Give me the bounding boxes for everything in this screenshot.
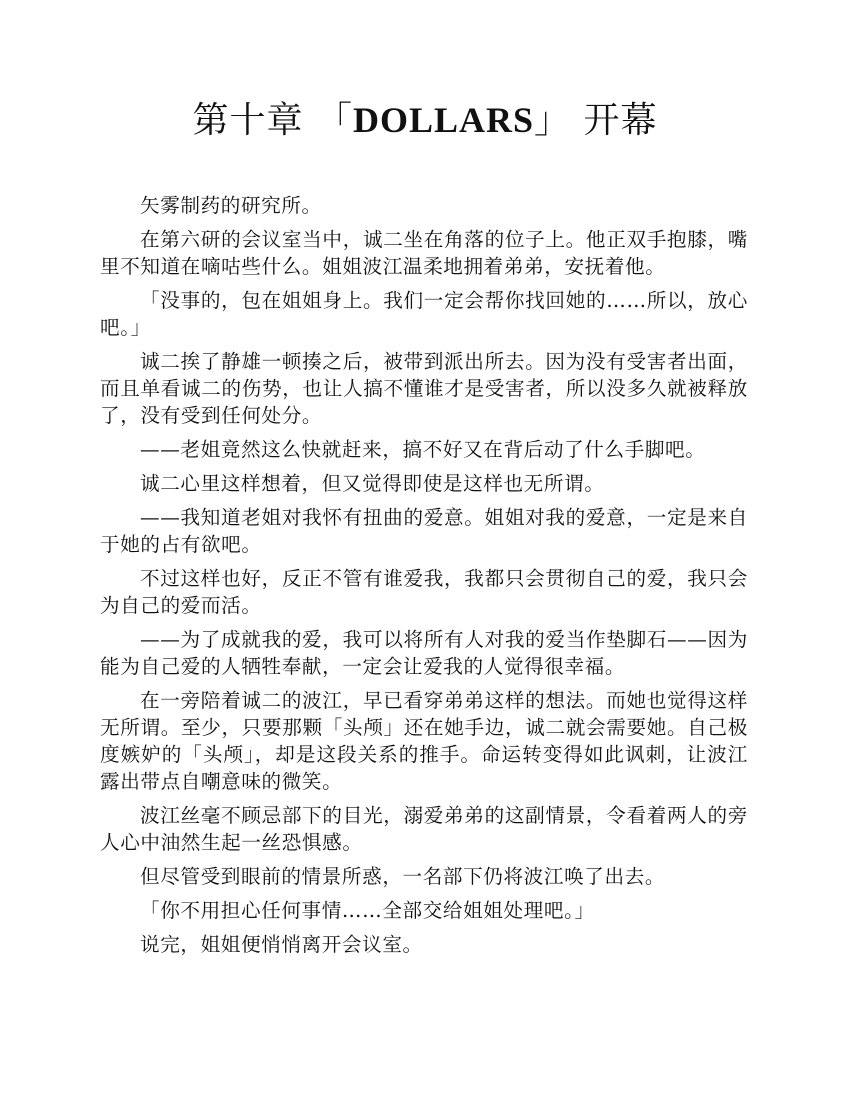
open-bracket: 「 xyxy=(315,100,353,141)
close-bracket: 」 xyxy=(534,100,572,141)
paragraph: 不过这样也好，反正不管有谁爱我，我都只会贯彻自己的爱，我只会为自己的爱而活。 xyxy=(100,567,748,617)
chapter-title xyxy=(0,96,850,145)
paragraph: ——我知道老姐对我怀有扭曲的爱意。姐姐对我的爱意，一定是来自于她的占有欲吧。 xyxy=(100,506,748,556)
chapter-title-suffix: 开幕 xyxy=(583,100,658,141)
paragraph: 诚二挨了静雄一顿揍之后，被带到派出所去。因为没有受害者出面，而且单看诚二的伤势，也让人搞不懂谁才是受害者，所以没多久就被释放了，没有受到任何处分。 xyxy=(100,350,748,427)
paragraph: 在第六研的会议室当中，诚二坐在角落的位子上。他正双手抱膝，嘴里不知道在嘀咕些什么。姐姐波江温柔地拥着弟弟，安抚着他。 xyxy=(100,228,748,278)
paragraph: 但尽管受到眼前的情景所惑，一名部下仍将波江唤了出去。 xyxy=(140,865,666,888)
chapter-title-latin: DOLLARS xyxy=(352,100,535,140)
paragraph: 「没事的，包在姐姐身上。我们一定会帮你找回她的……所以，放心吧。」 xyxy=(100,289,748,339)
paragraph: ——老姐竟然这么快就赶来，搞不好又在背后动了什么手脚吧。 xyxy=(140,438,706,461)
paragraph: ——为了成就我的爱，我可以将所有人对我的爱当作垫脚石——因为能为自己爱的人牺牲奉献，一定会让爱我的人觉得很幸福。 xyxy=(100,628,748,678)
paragraph: 在一旁陪着诚二的波江，早已看穿弟弟这样的想法。而她也觉得这样无所谓。至少，只要那颗「头颅」还在她手边，诚二就会需要她。自己极度嫉妒的「头颅」，却是这段关系的推手。命运转变得如此讽刺，让波江露出带点自嘲意味的微笑。 xyxy=(100,689,748,793)
chapter-number: 第十章 xyxy=(192,100,316,141)
paragraph: 矢雾制药的研究所。 xyxy=(140,194,322,217)
paragraph: 说完，姐姐便悄悄离开会议室。 xyxy=(140,933,423,956)
paragraph: 波江丝毫不顾忌部下的目光，溺爱弟弟的这副情景，令看着两人的旁人心中油然生起一丝恐惧感。 xyxy=(100,804,748,854)
paragraph: 诚二心里这样想着，但又觉得即使是这样也无所谓。 xyxy=(140,472,605,495)
paragraph: 「你不用担心任何事情……全部交给姐姐处理吧。」 xyxy=(140,899,595,922)
chapter-body xyxy=(100,192,748,965)
